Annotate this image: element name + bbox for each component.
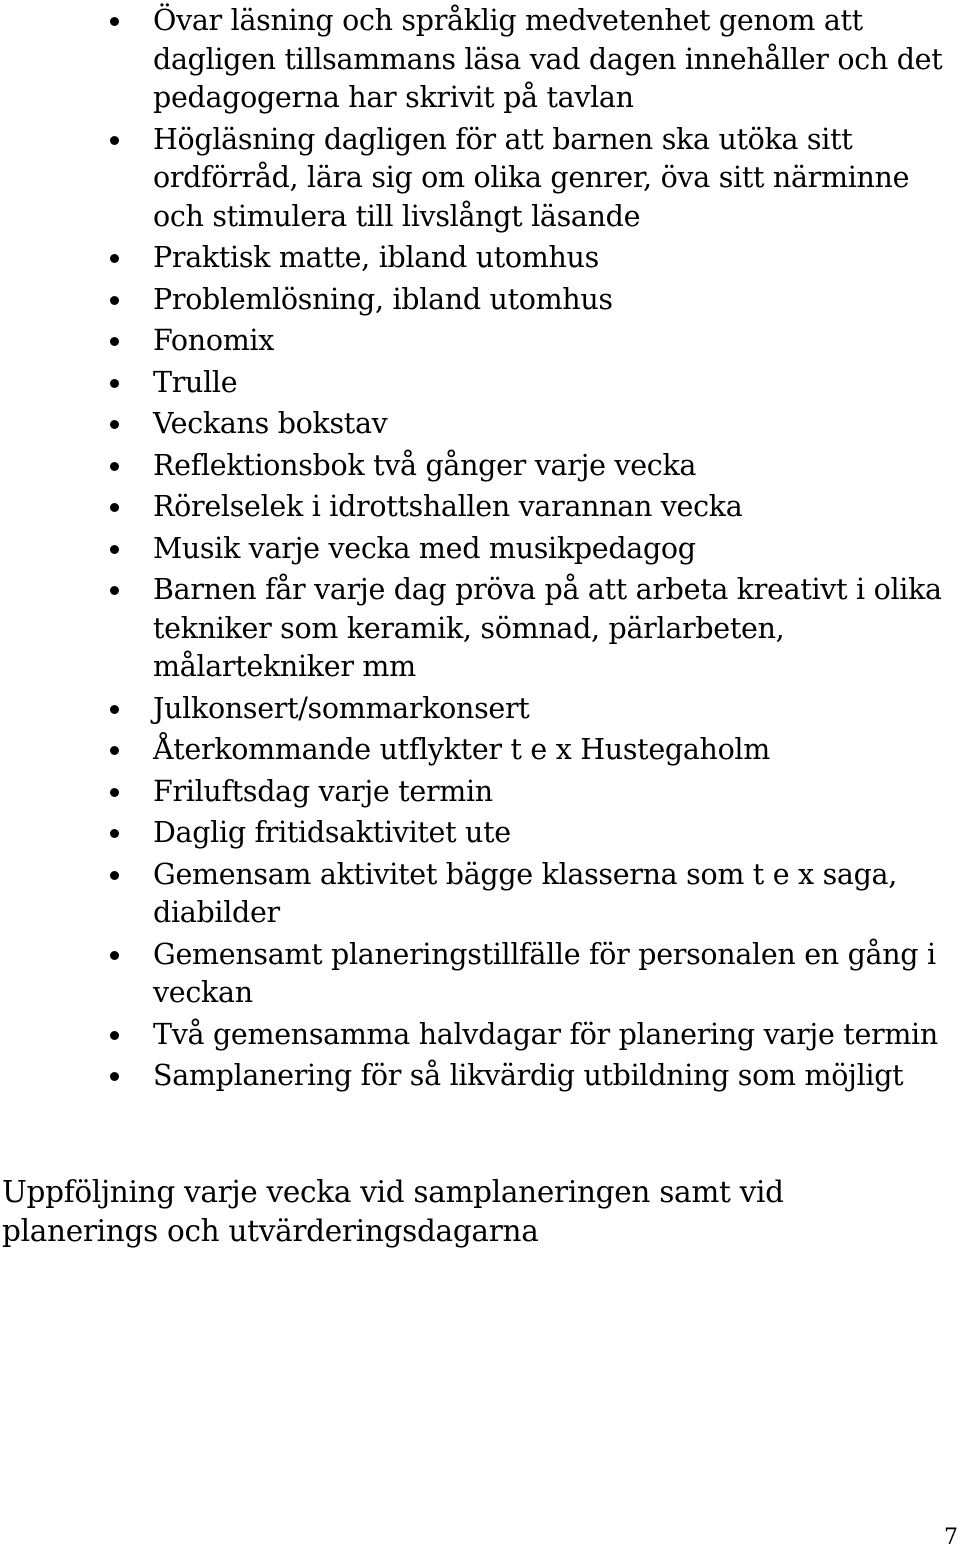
list-item-text: Reflektionsbok två gånger varje vecka — [153, 448, 697, 482]
list-item — [108, 1057, 960, 1096]
bullet-icon — [110, 705, 119, 714]
list-item — [108, 405, 960, 444]
list-item-text: Övar läsning och språklig medvetenhet genom att dagligen tillsammans läsa vad dagen innehåller och det pedagogerna har skrivit på tavlan — [153, 4, 943, 114]
bullet-icon — [110, 337, 119, 346]
list-item — [108, 773, 960, 812]
list-item — [108, 530, 960, 569]
bullet-icon — [110, 379, 119, 388]
followup-paragraph: Uppföljning varje vecka vid samplaneringen samt vid planerings och utvärderingsdagarna — [2, 1175, 784, 1248]
list-item-text: Rörelselek i idrottshallen varannan vecka — [153, 490, 743, 523]
list-item — [108, 121, 960, 237]
bullet-icon — [110, 545, 119, 554]
list-item — [108, 690, 960, 729]
bullet-icon — [110, 17, 119, 26]
list-item-text: Återkommande utflykter t e x Hustegaholm — [153, 733, 770, 766]
list-item-text: Praktisk matte, ibland utomhus — [153, 241, 599, 274]
bullet-icon — [110, 951, 119, 960]
list-item — [108, 239, 960, 278]
bullet-icon — [110, 420, 119, 429]
list-item-text: Samplanering för så likvärdig utbildning som möjligt — [153, 1059, 904, 1092]
bullet-icon — [110, 136, 119, 145]
list-item-text: Barnen får varje dag pröva på att arbeta kreativt i olika tekniker som keramik, sömnad, pärlarbeten, målartekniker mm — [153, 573, 942, 683]
list-item-text: Veckans bokstav — [153, 407, 388, 440]
list-item-text: Två gemensamma halvdagar för planering varje termin — [153, 1017, 938, 1051]
list-item-text: Högläsning dagligen för att barnen ska utöka sitt ordförråd, lära sig om olika genrer, öva sitt närminne och stimulera till livslångt läsande — [153, 122, 910, 233]
list-item-text: Julkonsert/sommarkonsert — [153, 691, 530, 725]
list-item — [108, 856, 960, 933]
list-item — [108, 447, 960, 486]
bullet-icon — [110, 503, 119, 512]
bullet-icon — [110, 788, 119, 797]
list-item-text: Gemensamt planeringstillfälle för personalen en gång i veckan — [153, 937, 936, 1009]
list-item-text: Musik varje vecka med musikpedagog — [153, 531, 696, 565]
bullet-icon — [110, 829, 119, 838]
list-item — [108, 322, 960, 361]
bullet-icon — [110, 1072, 119, 1081]
list-item — [108, 1016, 960, 1055]
bullet-icon — [110, 871, 119, 880]
list-item-text: Problemlösning, ibland utomhus — [153, 282, 613, 316]
bullet-icon — [110, 1031, 119, 1040]
list-item — [108, 571, 960, 687]
list-item — [108, 731, 960, 770]
list-item — [108, 281, 960, 320]
bullet-icon — [110, 462, 119, 471]
list-item — [108, 814, 960, 853]
bullet-icon — [110, 254, 119, 263]
bullet-list — [108, 2, 960, 1099]
list-item-text: Daglig fritidsaktivitet ute — [153, 816, 511, 849]
bullet-icon — [110, 746, 119, 755]
bullet-icon — [110, 586, 119, 595]
list-item-text: Trulle — [153, 365, 238, 399]
list-item — [108, 936, 960, 1013]
bullet-icon — [110, 296, 119, 305]
list-item — [108, 2, 960, 118]
list-item-text: Gemensam aktivitet bägge klasserna som t e x saga, diabilder — [153, 857, 897, 929]
list-item-text: Friluftsdag varje termin — [153, 774, 493, 808]
list-item — [108, 488, 960, 527]
list-item — [108, 364, 960, 403]
page-number: 7 — [944, 1525, 958, 1550]
list-item-text: Fonomix — [153, 324, 275, 357]
